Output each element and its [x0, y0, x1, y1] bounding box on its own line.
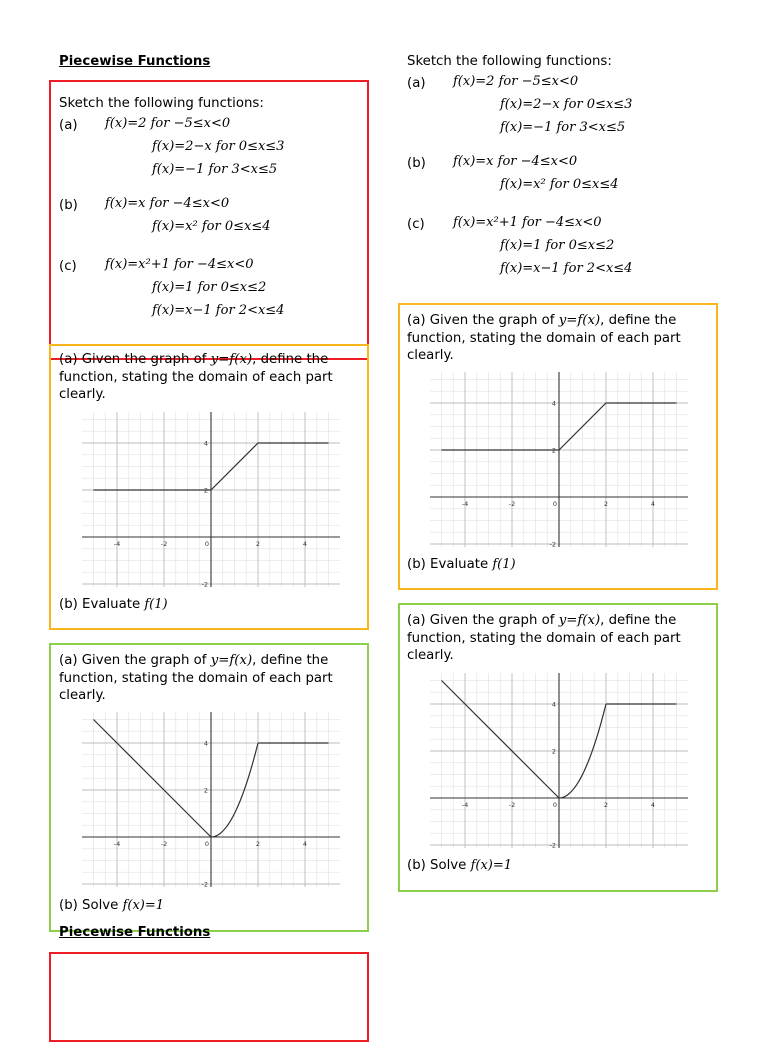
evaluate-prompt-right: (b) Evaluate f(1) [407, 557, 516, 572]
sketch-function-line: f(x)=x−1 for 2<x≤4 [152, 303, 285, 318]
sketch-part-label: (b) [59, 198, 78, 213]
y-tick-label: 4 [551, 399, 556, 408]
y-tick-label: 2 [551, 747, 556, 756]
sketch-function-line: f(x)=2−x for 0≤x≤3 [500, 97, 633, 112]
page-heading-repeat: Piecewise Functions [59, 925, 211, 940]
sketch-part-label: (b) [407, 156, 426, 171]
y-tick-label: 4 [203, 739, 208, 748]
solve-prompt-right: (b) Solve f(x)=1 [407, 858, 513, 873]
graph-chart-q2-right [430, 673, 688, 848]
sketch-part-label: (c) [407, 217, 425, 232]
sketch-function-line: f(x)=x² for 0≤x≤4 [152, 219, 271, 234]
x-tick-label: 4 [650, 500, 656, 508]
sketch-function-line: f(x)=2−x for 0≤x≤3 [152, 139, 285, 154]
x-tick-label: 2 [255, 840, 261, 848]
sketch-part-label: (a) [407, 76, 426, 91]
sketch-function-line: f(x)=x²+1 for −4≤x<0 [105, 257, 254, 272]
page-heading: Piecewise Functions [59, 54, 211, 69]
graph-prompt-left-2: (a) Given the graph of y=f(x), define the function, stating the domain of each part clearly. [59, 653, 333, 703]
graph-chart-q1-left [82, 412, 340, 587]
sketch-part-label: (a) [59, 118, 78, 133]
graph-prompt-left: (a) Given the graph of y=f(x), define the function, stating the domain of each part clearly. [59, 352, 333, 402]
graph-chart-q1-right [430, 372, 688, 547]
x-tick-label: 4 [650, 801, 656, 809]
y-tick-label: -2 [201, 580, 208, 587]
y-tick-label: 2 [551, 446, 556, 455]
sketch-function-line: f(x)=−1 for 3<x≤5 [500, 120, 626, 135]
x-tick-label: 4 [302, 540, 308, 548]
sketch-function-line: f(x)=2 for −5≤x<0 [105, 116, 231, 131]
sketch-function-line: f(x)=1 for 0≤x≤2 [152, 280, 267, 295]
y-tick-label: 4 [551, 700, 556, 709]
y-tick-label: -2 [549, 540, 556, 547]
y-tick-label: -2 [201, 880, 208, 887]
x-tick-label: 2 [255, 540, 261, 548]
y-tick-label: 2 [203, 786, 208, 795]
evaluate-prompt-left: (b) Evaluate f(1) [59, 597, 168, 612]
x-tick-label: -4 [461, 801, 469, 809]
graph-prompt-right-2: (a) Given the graph of y=f(x), define the function, stating the domain of each part clearly. [407, 613, 681, 663]
x-tick-label: -2 [160, 540, 168, 548]
graph-prompt-right: (a) Given the graph of y=f(x), define the function, stating the domain of each part clearly. [407, 313, 681, 363]
y-tick-label: 4 [203, 439, 208, 448]
sketch-function-line: f(x)=x²+1 for −4≤x<0 [453, 215, 602, 230]
x-tick-label: -2 [508, 801, 516, 809]
x-tick-label: -4 [113, 540, 121, 548]
x-tick-label: -2 [160, 840, 168, 848]
x-tick-label: 4 [302, 840, 308, 848]
graph-chart-q2-left [82, 712, 340, 887]
sketch-function-line: f(x)=x−1 for 2<x≤4 [500, 261, 633, 276]
sketch-function-line: f(x)=−1 for 3<x≤5 [152, 162, 278, 177]
x-tick-label: 0 [204, 840, 210, 848]
x-tick-label: -4 [113, 840, 121, 848]
solve-prompt-left: (b) Solve f(x)=1 [59, 898, 165, 913]
x-tick-label: 2 [603, 801, 609, 809]
sketch-function-line: f(x)=x for −4≤x<0 [453, 154, 578, 169]
sketch-intro: Sketch the following functions: [59, 96, 264, 111]
x-tick-label: -4 [461, 500, 469, 508]
sketch-function-line: f(x)=x for −4≤x<0 [105, 196, 230, 211]
sketch-part-label: (c) [59, 259, 77, 274]
x-tick-label: 0 [204, 540, 210, 548]
x-tick-label: -2 [508, 500, 516, 508]
sketch-function-line: f(x)=2 for −5≤x<0 [453, 74, 579, 89]
x-tick-label: 0 [552, 801, 558, 809]
sketch-intro: Sketch the following functions: [407, 54, 612, 69]
y-tick-label: -2 [549, 841, 556, 848]
y-tick-label: 2 [203, 486, 208, 495]
x-tick-label: 2 [603, 500, 609, 508]
sketch-box-left-repeat [49, 952, 369, 1042]
sketch-function-line: f(x)=1 for 0≤x≤2 [500, 238, 615, 253]
x-tick-label: 0 [552, 500, 558, 508]
sketch-function-line: f(x)=x² for 0≤x≤4 [500, 177, 619, 192]
